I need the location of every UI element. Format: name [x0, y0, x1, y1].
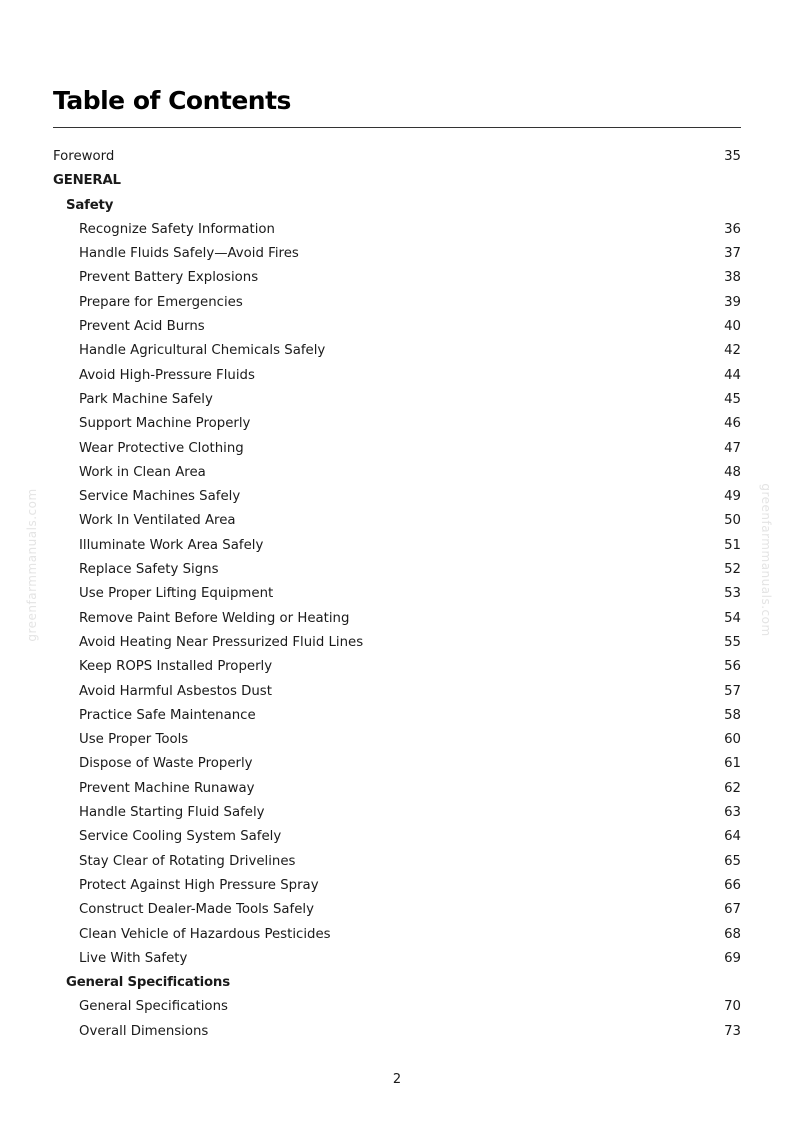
title-divider	[53, 127, 741, 128]
toc-entry[interactable]	[53, 509, 741, 533]
toc-entry-label: Foreword	[53, 149, 115, 164]
toc-entry-label: Prevent Machine Runaway	[79, 780, 255, 796]
toc-entry-label: Prevent Battery Explosions	[79, 270, 259, 286]
toc-entry[interactable]	[53, 339, 741, 363]
toc-entry-label: Construct Dealer-Made Tools Safely	[79, 902, 314, 918]
toc-entry[interactable]	[53, 655, 741, 679]
toc-entry-page: 45	[724, 391, 741, 407]
toc-entry-label: Protect Against High Pressure Spray	[79, 877, 319, 893]
toc-entry-page: 56	[724, 659, 741, 675]
toc-entry-page: 73	[724, 1023, 741, 1039]
toc-entry-label: Remove Paint Before Welding or Heating	[79, 610, 350, 626]
toc-entry[interactable]	[53, 534, 741, 558]
toc-entry[interactable]	[53, 242, 741, 266]
toc-entry-label: Handle Agricultural Chemicals Safely	[79, 343, 326, 359]
toc-entry-label: Prevent Acid Burns	[79, 319, 205, 335]
toc-entry-label: GENERAL	[53, 173, 121, 189]
toc-entry-page: 46	[724, 416, 741, 432]
toc-entry-label: Work In Ventilated Area	[79, 513, 236, 529]
toc-entry[interactable]	[53, 704, 741, 728]
toc-entry-label: Recognize Safety Information	[79, 221, 275, 237]
toc-entry-label: General Specifications	[79, 999, 228, 1015]
toc-entry-page: 64	[724, 829, 741, 845]
toc-entry[interactable]	[53, 995, 741, 1019]
toc-entry-page: 49	[724, 489, 741, 505]
toc-entry-label: Prepare for Emergencies	[79, 294, 243, 310]
toc-entry-label: Avoid Harmful Asbestos Dust	[79, 683, 272, 699]
toc-entry-label: Wear Protective Clothing	[79, 440, 244, 456]
toc-entry-page: 42	[724, 343, 741, 359]
toc-entry-page: 69	[724, 950, 741, 966]
toc-entry-page: 36	[724, 221, 741, 237]
toc-entry[interactable]	[53, 728, 741, 752]
toc-entry[interactable]	[53, 777, 741, 801]
toc-entry[interactable]	[53, 364, 741, 388]
toc-entry-label: Handle Starting Fluid Safely	[79, 805, 265, 821]
table-of-contents	[53, 145, 741, 1044]
toc-entry-page: 52	[724, 562, 741, 578]
toc-entry-page: 50	[724, 513, 741, 529]
toc-entry[interactable]	[53, 801, 741, 825]
toc-entry-page: 55	[724, 634, 741, 650]
page-title: Table of Contents	[53, 86, 291, 115]
toc-entry[interactable]	[53, 850, 741, 874]
toc-entry-label: Keep ROPS Installed Properly	[79, 659, 273, 675]
toc-entry-label: Avoid Heating Near Pressurized Fluid Lines	[79, 634, 364, 650]
toc-entry[interactable]	[53, 582, 741, 606]
toc-entry-page: 67	[724, 902, 741, 918]
toc-entry-page: 68	[724, 926, 741, 942]
toc-entry-page: 70	[724, 999, 741, 1015]
toc-entry[interactable]	[53, 291, 741, 315]
toc-entry-label: Park Machine Safely	[79, 391, 213, 407]
toc-entry[interactable]	[53, 680, 741, 704]
toc-entry-page: 57	[724, 683, 741, 699]
toc-entry[interactable]	[53, 898, 741, 922]
toc-entry[interactable]	[53, 923, 741, 947]
toc-entry[interactable]	[53, 874, 741, 898]
toc-entry[interactable]	[53, 461, 741, 485]
toc-entry-page: 48	[724, 464, 741, 480]
watermark-left: greenfarmmanuals.com	[25, 488, 39, 642]
toc-entry-label: Handle Fluids Safely—Avoid Fires	[79, 246, 299, 262]
toc-entry-page: 60	[724, 732, 741, 748]
watermark-right: greenfarmmanuals.com	[759, 483, 773, 637]
page-number: 2	[392, 1072, 402, 1087]
toc-entry[interactable]	[53, 266, 741, 290]
toc-entry[interactable]	[53, 412, 741, 436]
toc-entry[interactable]	[53, 437, 741, 461]
toc-entry[interactable]	[53, 752, 741, 776]
toc-entry[interactable]	[53, 947, 741, 971]
toc-entry-label: Service Machines Safely	[79, 489, 241, 505]
toc-entry-label: Safety	[66, 197, 114, 213]
toc-entry-label: General Specifications	[66, 975, 230, 991]
toc-section-heading	[53, 971, 741, 995]
toc-entry-page: 63	[724, 805, 741, 821]
toc-entry[interactable]	[53, 825, 741, 849]
toc-entry-page: 37	[724, 246, 741, 262]
toc-entry-label: Dispose of Waste Properly	[79, 756, 253, 772]
toc-entry-label: Avoid High-Pressure Fluids	[79, 367, 255, 383]
toc-entry-page: 38	[724, 270, 741, 286]
toc-entry-page: 53	[724, 586, 741, 602]
toc-section-heading	[53, 194, 741, 218]
toc-entry-page: 58	[724, 707, 741, 723]
toc-section-heading	[53, 169, 741, 193]
toc-entry-label: Service Cooling System Safely	[79, 829, 282, 845]
toc-entry-page: 61	[724, 756, 741, 772]
toc-entry-page: 54	[724, 610, 741, 626]
toc-entry-label: Use Proper Lifting Equipment	[79, 586, 274, 602]
toc-entry-label: Practice Safe Maintenance	[79, 707, 256, 723]
toc-entry-label: Work in Clean Area	[79, 464, 206, 480]
toc-entry-page: 35	[724, 149, 741, 164]
toc-entry[interactable]	[53, 558, 741, 582]
toc-entry-label: Live With Safety	[79, 950, 188, 966]
toc-entry-page: 40	[724, 319, 741, 335]
toc-entry[interactable]	[53, 315, 741, 339]
toc-entry-page: 65	[724, 853, 741, 869]
toc-entry-label: Replace Safety Signs	[79, 562, 219, 578]
toc-entry[interactable]	[53, 218, 741, 242]
toc-entry[interactable]	[53, 145, 741, 169]
toc-entry[interactable]	[53, 607, 741, 631]
toc-entry[interactable]	[53, 631, 741, 655]
toc-entry-page: 47	[724, 440, 741, 456]
toc-entry[interactable]	[53, 1020, 741, 1044]
toc-entry-label: Clean Vehicle of Hazardous Pesticides	[79, 926, 331, 942]
toc-entry[interactable]	[53, 388, 741, 412]
toc-entry[interactable]	[53, 485, 741, 509]
toc-entry-label: Illuminate Work Area Safely	[79, 537, 264, 553]
toc-entry-label: Overall Dimensions	[79, 1023, 209, 1039]
toc-entry-page: 51	[724, 537, 741, 553]
toc-entry-label: Stay Clear of Rotating Drivelines	[79, 853, 296, 869]
toc-entry-page: 66	[724, 877, 741, 893]
toc-entry-page: 44	[724, 367, 741, 383]
toc-entry-page: 62	[724, 780, 741, 796]
toc-entry-page: 39	[724, 294, 741, 310]
toc-entry-label: Use Proper Tools	[79, 732, 189, 748]
toc-entry-label: Support Machine Properly	[79, 416, 251, 432]
